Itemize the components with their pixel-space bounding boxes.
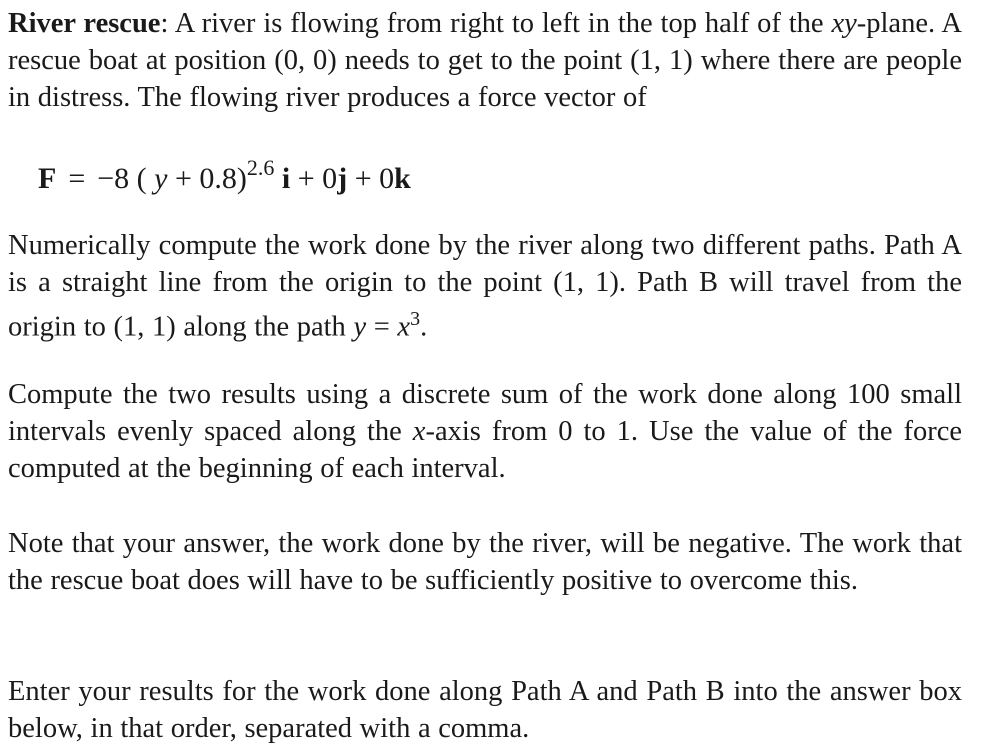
paths-text-2: . (420, 311, 428, 343)
paths-eq-sign: = (366, 311, 398, 343)
method-text-2: -axis from 0 to 1. Use the value of the force computed at the beginning of each interval. (8, 416, 963, 484)
eq-lhs: F (38, 162, 57, 195)
eq-sign: = (68, 162, 86, 195)
paths-var-y: y (353, 311, 367, 343)
eq-unit-j: j (337, 162, 348, 195)
paths-var-x: x (397, 311, 411, 343)
intro-paragraph (8, 5, 962, 116)
eq-plus-k: + 0 (347, 162, 395, 195)
eq-plus-j: + 0 (290, 162, 338, 195)
instructions-paragraph: Enter your results for the work done along Path A and Path B into the answer box below, in that order, separated with a comma. (8, 676, 962, 744)
intro-xy: xy (831, 8, 857, 39)
force-equation (38, 150, 411, 199)
method-paragraph (8, 376, 962, 487)
eq-unit-k: k (394, 162, 411, 195)
eq-var-y: y (154, 162, 168, 195)
paths-exponent: 3 (410, 308, 421, 330)
eq-coef: −8 ( (97, 162, 147, 195)
eq-unit-i: i (281, 162, 291, 195)
note-paragraph: Note that your answer, the work done by the river, will be negative. The work that the rescue boat does will have to be sufficiently positive to overcome this. (8, 528, 962, 596)
eq-plus-const: + 0.8) (167, 162, 247, 195)
eq-exponent: 2.6 (246, 155, 275, 180)
paths-paragraph (8, 227, 962, 346)
intro-text-2: -plane. A rescue boat at position (0, 0) needs to get to the point (1, 1) where there are people in distress. The flowing river produces a force vector of (8, 8, 963, 113)
intro-text-1: : A river is flowing from right to left in the top half of the (160, 8, 832, 39)
method-text-1: Compute the two results using a discrete sum of the work done along 100 small intervals evenly spaced along the (8, 379, 962, 447)
method-var-x: x (412, 416, 426, 447)
problem-title: River rescue (8, 8, 161, 39)
paths-text-1: Numerically compute the work done by the river along two different paths. Path A is a straight line from the origin to the point (1, 1). Path B will travel from the origin to (1, 1) along the path (8, 230, 962, 343)
